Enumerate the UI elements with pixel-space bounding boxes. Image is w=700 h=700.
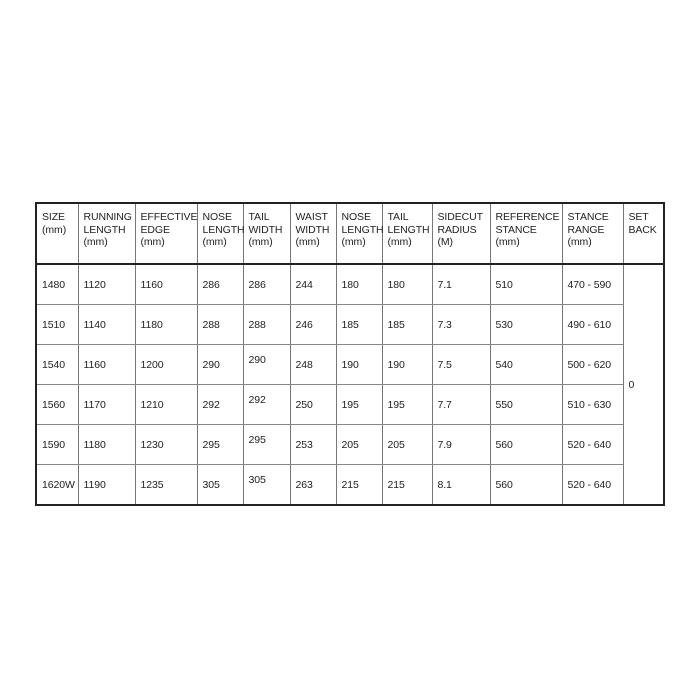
header-reference-stance: REFERENCE STANCE (mm) xyxy=(490,203,562,264)
cell-waist-width: 250 xyxy=(290,385,336,425)
cell-tail-width-value: 292 xyxy=(248,393,266,406)
header-stance-range: STANCE RANGE (mm) xyxy=(562,203,623,264)
cell-tail-length: 180 xyxy=(382,264,432,305)
cell-running-length: 1180 xyxy=(78,425,135,465)
cell-effective-edge: 1235 xyxy=(135,465,197,506)
header-running-length: RUNNING LENGTH (mm) xyxy=(78,203,135,264)
cell-tail-width-value: 288 xyxy=(248,318,266,331)
header-effective-edge: EFFECTIVE EDGE (mm) xyxy=(135,203,197,264)
cell-nose-length: 288 xyxy=(197,305,243,345)
cell-sidecut-radius: 7.3 xyxy=(432,305,490,345)
header-row xyxy=(36,203,664,264)
cell-nose-length: 286 xyxy=(197,264,243,305)
cell-tail-width xyxy=(243,305,290,345)
cell-waist-width: 246 xyxy=(290,305,336,345)
cell-running-length: 1140 xyxy=(78,305,135,345)
cell-set-back: 0 xyxy=(623,264,664,505)
cell-tail-length: 195 xyxy=(382,385,432,425)
cell-stance-range: 500 - 620 xyxy=(562,345,623,385)
cell-effective-edge: 1230 xyxy=(135,425,197,465)
cell-nose-length-2: 215 xyxy=(336,465,382,506)
header-set-back: SET BACK xyxy=(623,203,664,264)
cell-waist-width: 248 xyxy=(290,345,336,385)
cell-effective-edge: 1210 xyxy=(135,385,197,425)
table-row xyxy=(36,264,664,305)
cell-tail-width-value: 290 xyxy=(248,353,266,366)
cell-reference-stance: 540 xyxy=(490,345,562,385)
cell-stance-range: 520 - 640 xyxy=(562,425,623,465)
cell-tail-width-value: 305 xyxy=(248,473,266,486)
cell-nose-length-2: 185 xyxy=(336,305,382,345)
cell-nose-length: 290 xyxy=(197,345,243,385)
header-size: SIZE (mm) xyxy=(36,203,78,264)
cell-tail-length: 190 xyxy=(382,345,432,385)
cell-nose-length-2: 195 xyxy=(336,385,382,425)
cell-reference-stance: 530 xyxy=(490,305,562,345)
cell-effective-edge: 1160 xyxy=(135,264,197,305)
header-nose-length-2: NOSE LENGTH (mm) xyxy=(336,203,382,264)
cell-size: 1590 xyxy=(36,425,78,465)
cell-tail-width xyxy=(243,385,290,425)
table-row xyxy=(36,385,664,425)
cell-tail-length: 185 xyxy=(382,305,432,345)
cell-reference-stance: 550 xyxy=(490,385,562,425)
cell-nose-length: 292 xyxy=(197,385,243,425)
table-row xyxy=(36,345,664,385)
cell-nose-length: 295 xyxy=(197,425,243,465)
header-tail-width: TAIL WIDTH (mm) xyxy=(243,203,290,264)
cell-tail-width-value: 286 xyxy=(248,278,266,291)
cell-stance-range: 470 - 590 xyxy=(562,264,623,305)
cell-tail-width xyxy=(243,465,290,506)
cell-tail-width-value: 295 xyxy=(248,433,266,446)
header-nose-length: NOSE LENGTH (mm) xyxy=(197,203,243,264)
cell-stance-range: 490 - 610 xyxy=(562,305,623,345)
cell-size: 1540 xyxy=(36,345,78,385)
cell-tail-length: 205 xyxy=(382,425,432,465)
cell-reference-stance: 510 xyxy=(490,264,562,305)
cell-size: 1480 xyxy=(36,264,78,305)
cell-nose-length-2: 180 xyxy=(336,264,382,305)
table-row xyxy=(36,425,664,465)
cell-sidecut-radius: 7.7 xyxy=(432,385,490,425)
cell-size: 1510 xyxy=(36,305,78,345)
cell-waist-width: 263 xyxy=(290,465,336,506)
cell-reference-stance: 560 xyxy=(490,425,562,465)
cell-nose-length: 305 xyxy=(197,465,243,506)
cell-running-length: 1160 xyxy=(78,345,135,385)
table-row xyxy=(36,305,664,345)
cell-waist-width: 253 xyxy=(290,425,336,465)
cell-stance-range: 520 - 640 xyxy=(562,465,623,506)
cell-nose-length-2: 205 xyxy=(336,425,382,465)
cell-running-length: 1190 xyxy=(78,465,135,506)
cell-size: 1560 xyxy=(36,385,78,425)
cell-running-length: 1120 xyxy=(78,264,135,305)
cell-tail-width xyxy=(243,345,290,385)
cell-size: 1620W xyxy=(36,465,78,506)
cell-sidecut-radius: 7.9 xyxy=(432,425,490,465)
header-waist-width: WAIST WIDTH (mm) xyxy=(290,203,336,264)
header-sidecut-radius: SIDECUT RADIUS (M) xyxy=(432,203,490,264)
cell-stance-range: 510 - 630 xyxy=(562,385,623,425)
snowboard-spec-table xyxy=(35,202,665,506)
cell-tail-width xyxy=(243,264,290,305)
cell-sidecut-radius: 7.1 xyxy=(432,264,490,305)
cell-sidecut-radius: 7.5 xyxy=(432,345,490,385)
cell-reference-stance: 560 xyxy=(490,465,562,506)
cell-tail-width xyxy=(243,425,290,465)
cell-effective-edge: 1180 xyxy=(135,305,197,345)
cell-effective-edge: 1200 xyxy=(135,345,197,385)
cell-sidecut-radius: 8.1 xyxy=(432,465,490,506)
cell-nose-length-2: 190 xyxy=(336,345,382,385)
cell-tail-length: 215 xyxy=(382,465,432,506)
cell-running-length: 1170 xyxy=(78,385,135,425)
cell-waist-width: 244 xyxy=(290,264,336,305)
table-row xyxy=(36,465,664,506)
header-tail-length: TAIL LENGTH (mm) xyxy=(382,203,432,264)
